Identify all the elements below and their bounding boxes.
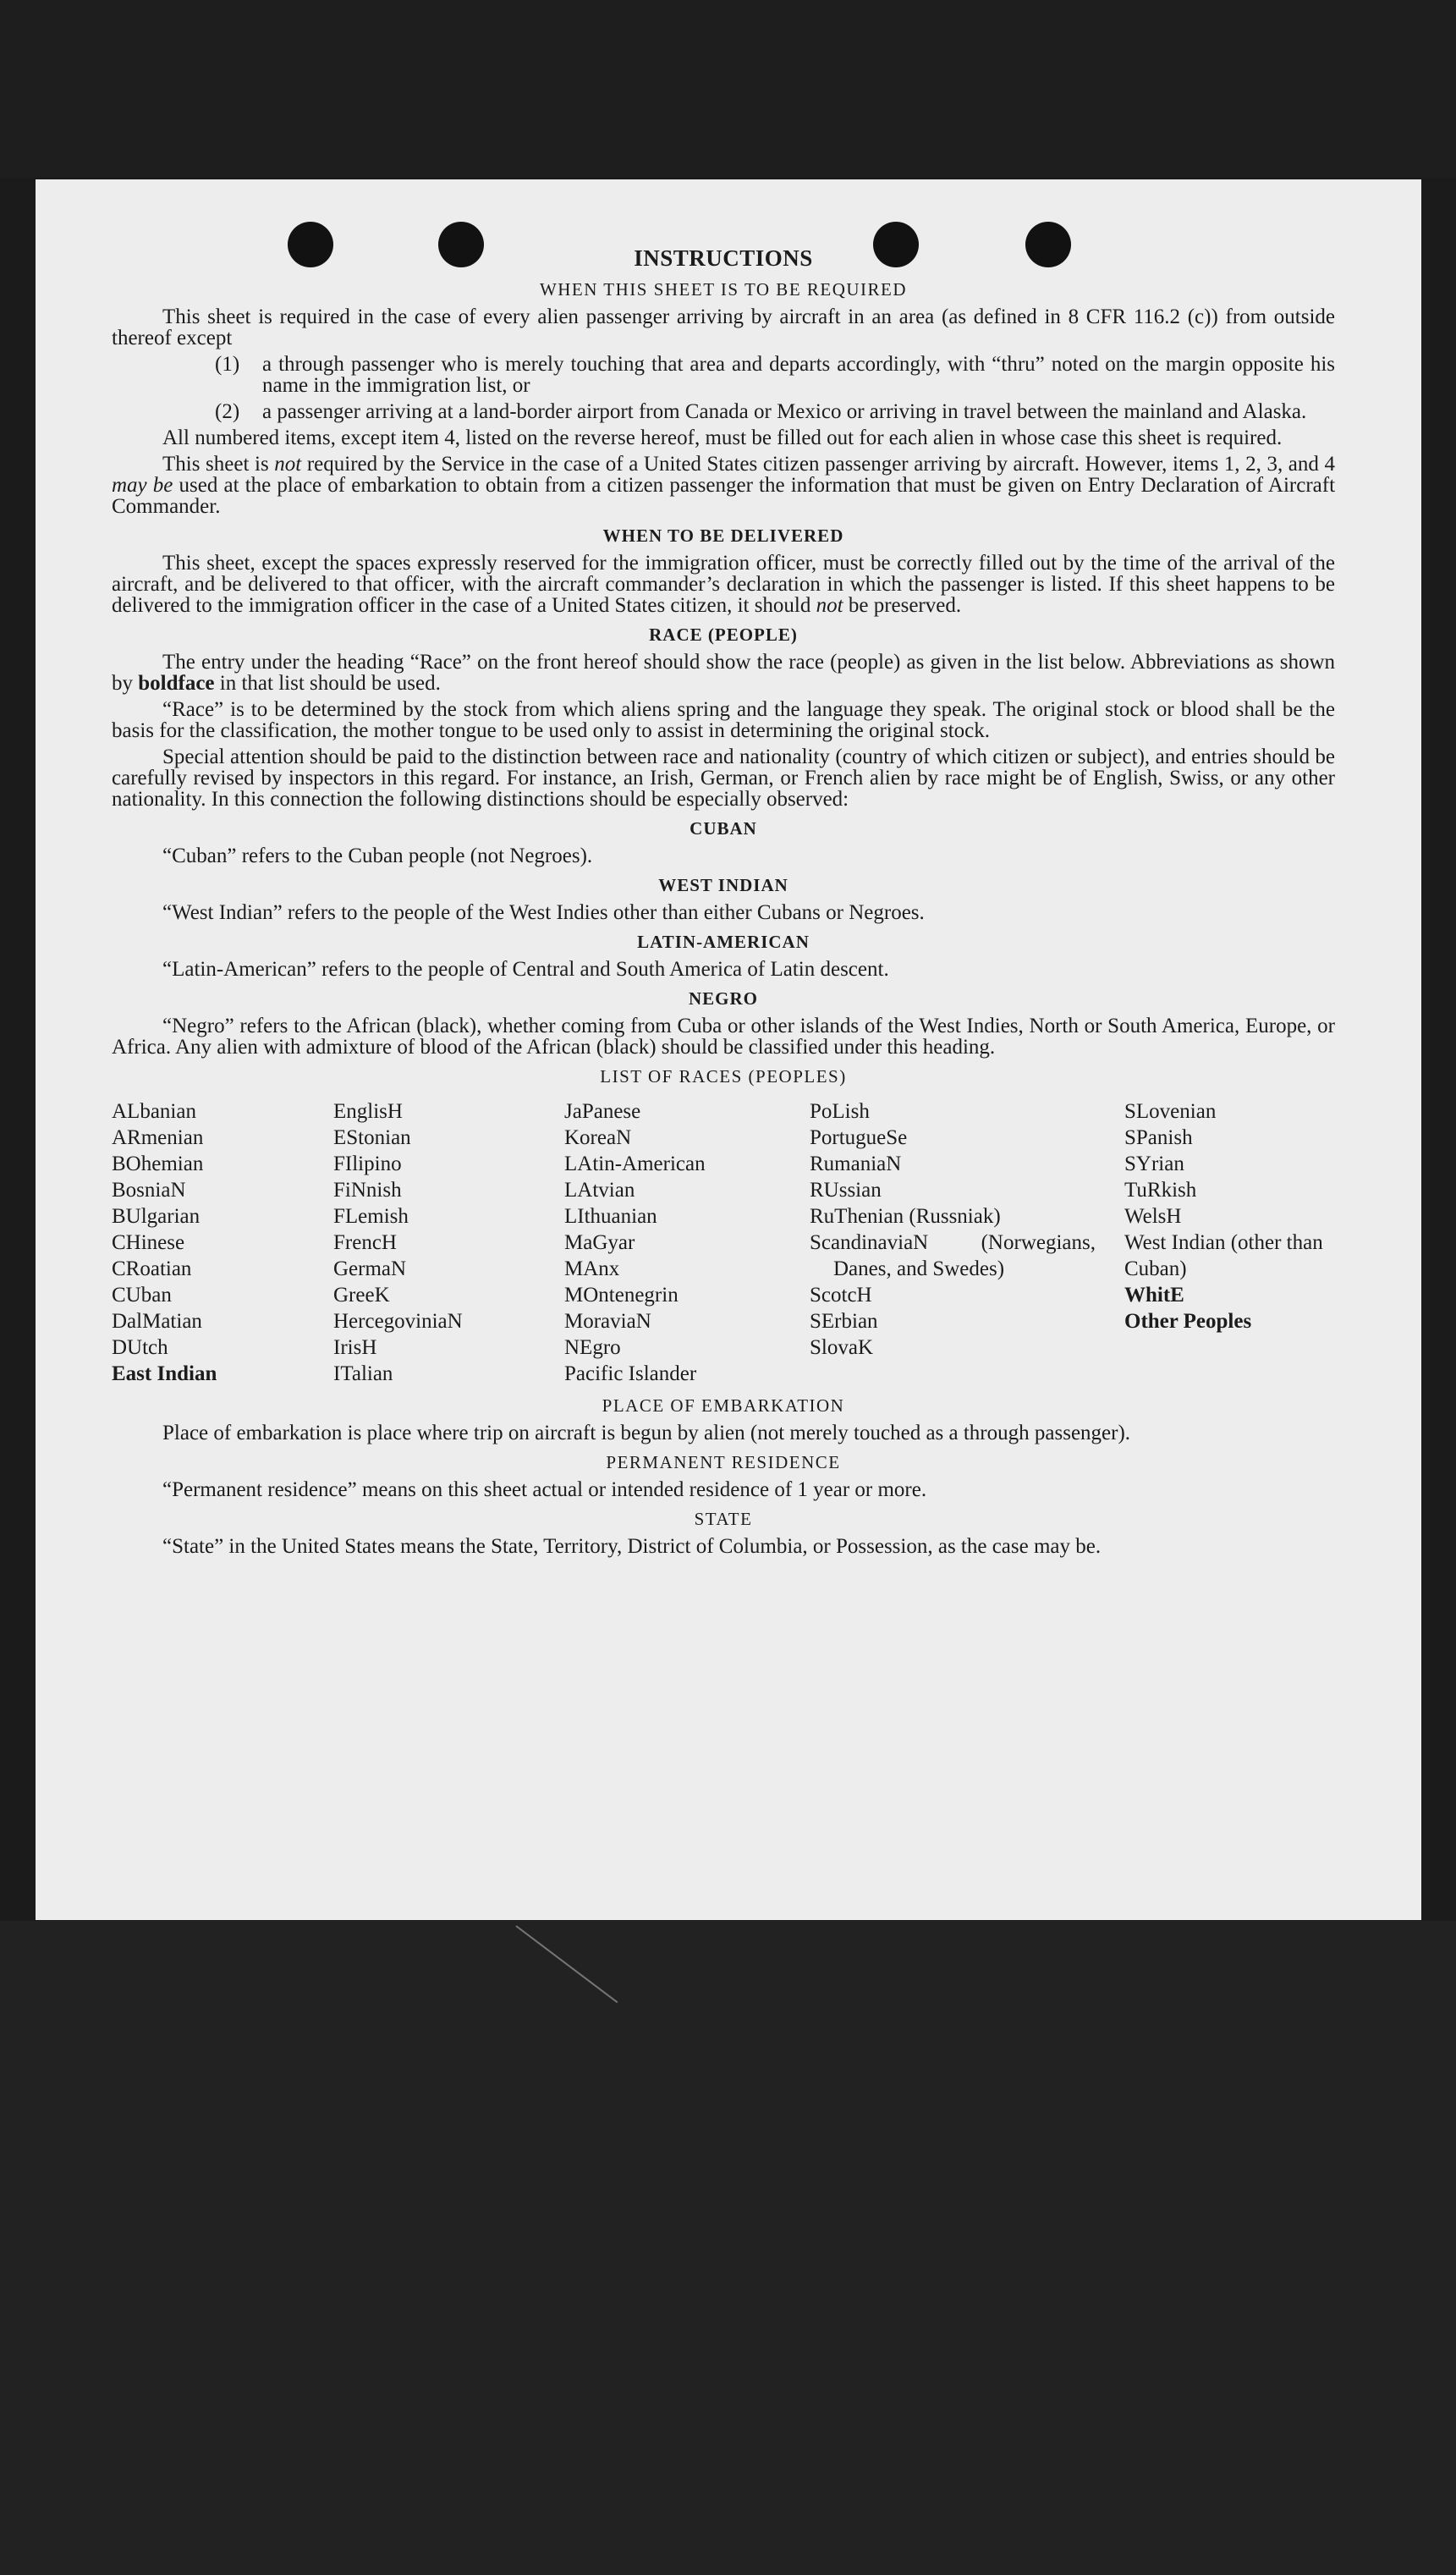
- race-column: [810, 1098, 1124, 1387]
- section-heading: WHEN THIS SHEET IS TO BE REQUIRED: [539, 279, 908, 300]
- race-item: MoraviaN: [564, 1310, 651, 1333]
- race-item: SErbian: [810, 1310, 878, 1333]
- section-heading: CUBAN: [690, 818, 757, 839]
- race-column: [333, 1098, 564, 1387]
- bold-text: boldface: [138, 672, 215, 695]
- race-item: MOntenegrin: [564, 1284, 679, 1307]
- race-item: JaPanese: [564, 1100, 641, 1123]
- race-item: EnglisH: [333, 1100, 403, 1123]
- text-run: be preserved.: [843, 594, 962, 617]
- race-item: TuRkish: [1124, 1179, 1197, 1202]
- film-bottom-margin: [0, 1921, 1456, 2575]
- paragraph: This sheet is required in the case of every alien passenger arriving by aircraft in an area (as defined in 8 CFR 116.2 (c)) from outside thereof except: [112, 305, 1335, 349]
- race-item: Other Peoples: [1124, 1310, 1252, 1333]
- paragraph: “West Indian” refers to the people of the West Indies other than either Cubans or Negroes.: [162, 901, 925, 924]
- section-heading: STATE: [694, 1509, 753, 1529]
- paragraph: Place of embarkation is place where trip on aircraft is begun by alien (not merely touched as a through passenger).: [162, 1422, 1131, 1444]
- race-item: SLovenian: [1124, 1100, 1217, 1123]
- race-item: Pacific Islander: [564, 1362, 697, 1385]
- race-item: PortugueSe: [810, 1126, 908, 1149]
- list-number: (1): [215, 353, 240, 376]
- race-item: FrencH: [333, 1231, 397, 1254]
- race-item: CHinese: [112, 1231, 185, 1254]
- section-heading: PERMANENT RESIDENCE: [606, 1452, 841, 1472]
- paragraph: “Cuban” refers to the Cuban people (not Negroes).: [162, 845, 593, 867]
- race-item: BosniaN: [112, 1179, 186, 1202]
- section-heading: PLACE OF EMBARKATION: [602, 1395, 845, 1416]
- emphasis: not: [816, 594, 843, 617]
- race-item: SlovaK: [810, 1336, 873, 1359]
- race-item: WelsH: [1124, 1205, 1182, 1228]
- film-top-margin: [0, 0, 1456, 178]
- race-item: West Indian (other than Cuban): [1124, 1231, 1323, 1280]
- race-item: ScandinaviaN (Norwegians, Danes, and Swedes): [810, 1231, 1096, 1280]
- race-item: ARmenian: [112, 1126, 204, 1149]
- race-item: CRoatian: [112, 1257, 192, 1280]
- race-item: GreeK: [333, 1284, 390, 1307]
- section-heading: NEGRO: [688, 988, 758, 1009]
- paragraph: “Latin-American” refers to the people of Central and South America of Latin descent.: [162, 958, 889, 981]
- race-item: ITalian: [333, 1362, 393, 1385]
- race-item: RUssian: [810, 1179, 882, 1202]
- list-text: a through passenger who is merely touching that area and departs accordingly, with “thru” noted on the margin opposite his name in the immigration list, or: [262, 353, 1335, 397]
- race-item: LIthuanian: [564, 1205, 657, 1228]
- race-item: LAtvian: [564, 1179, 635, 1202]
- section-heading: LIST OF RACES (PEOPLES): [600, 1066, 847, 1087]
- race-item: FIlipino: [333, 1153, 402, 1175]
- race-item: DalMatian: [112, 1310, 202, 1333]
- race-item: LAtin-American: [564, 1153, 706, 1175]
- section-heading: WHEN TO BE DELIVERED: [602, 525, 844, 546]
- race-item: GermaN: [333, 1257, 407, 1280]
- list-item: [112, 401, 1335, 422]
- race-item: WhitE: [1124, 1284, 1184, 1307]
- paragraph: [112, 553, 1335, 616]
- text-run: in that list should be used.: [214, 672, 441, 695]
- paragraph: [112, 454, 1335, 517]
- paragraph: All numbered items, except item 4, listed on the reverse hereof, must be filled out for each alien in whose case this sheet is required.: [162, 426, 1283, 449]
- race-column: [1124, 1098, 1335, 1387]
- section-heading: LATIN-AMERICAN: [637, 932, 810, 952]
- race-item: East Indian: [112, 1362, 217, 1385]
- race-item: DUtch: [112, 1336, 168, 1359]
- document-body: [112, 245, 1335, 1562]
- page-title: INSTRUCTIONS: [634, 245, 813, 271]
- race-item: SPanish: [1124, 1126, 1193, 1149]
- race-item: FLemish: [333, 1205, 409, 1228]
- emphasis: may be: [112, 474, 173, 497]
- race-item: IrisH: [333, 1336, 377, 1359]
- paragraph: “Race” is to be determined by the stock from which aliens spring and the language they speak. The original stock or blood shall be the basis for the classification, the mother tongue to be used only to assist in determining the original stock.: [112, 698, 1335, 742]
- race-item: SYrian: [1124, 1153, 1184, 1175]
- text-run: This sheet is: [162, 453, 275, 476]
- race-column: [564, 1098, 810, 1387]
- list-item: [112, 354, 1335, 396]
- race-item: RuThenian (Russniak): [810, 1205, 1001, 1228]
- text-run: required by the Service in the case of a United States citizen passenger arriving by aircraft. However, items 1, 2, 3, and 4: [301, 453, 1335, 476]
- document-page: [36, 179, 1421, 1920]
- emphasis: not: [274, 453, 302, 476]
- race-item: NEgro: [564, 1336, 621, 1359]
- paragraph: “State” in the United States means the State, Territory, District of Columbia, or Possession, as the case may be.: [162, 1535, 1102, 1558]
- section-heading: WEST INDIAN: [658, 875, 788, 895]
- race-column: [112, 1098, 333, 1387]
- section-heading: RACE (PEOPLE): [649, 624, 798, 645]
- race-item: EStonian: [333, 1126, 411, 1149]
- race-item: ALbanian: [112, 1100, 196, 1123]
- race-item: KoreaN: [564, 1126, 632, 1149]
- text-run: The entry under the heading “Race” on the front hereof should show the race (people) as given in the list below. Abbreviations as shown by: [112, 651, 1335, 695]
- race-item: BOhemian: [112, 1153, 204, 1175]
- list-number: (2): [215, 400, 240, 423]
- paragraph: [112, 652, 1335, 694]
- race-item: FiNnish: [333, 1179, 402, 1202]
- race-item: ScotcH: [810, 1284, 872, 1307]
- paragraph: “Negro” refers to the African (black), whether coming from Cuba or other islands of the West Indies, North or South America, Europe, or Africa. Any alien with admixture of blood of the African (black) should be classified under this heading.: [112, 1015, 1335, 1059]
- race-item: PoLish: [810, 1100, 870, 1123]
- race-item: BUlgarian: [112, 1205, 201, 1228]
- race-item: CUban: [112, 1284, 172, 1307]
- race-item: MAnx: [564, 1257, 620, 1280]
- race-item: MaGyar: [564, 1231, 635, 1254]
- paragraph: “Permanent residence” means on this sheet actual or intended residence of 1 year or more.: [162, 1478, 927, 1501]
- list-text: a passenger arriving at a land-border airport from Canada or Mexico or arriving in travel between the mainland and Alaska.: [262, 400, 1307, 423]
- text-run: used at the place of embarkation to obtain from a citizen passenger the information that must be given on Entry Declaration of Aircraft Commander.: [112, 474, 1336, 518]
- paragraph: Special attention should be paid to the distinction between race and nationality (country of which citizen or subject), and entries should be carefully revised by inspectors in this regard. For instance, an Irish, German, or French alien by race might be of English, Swiss, or any other nationality. In this connection the following distinctions should be especially observed:: [112, 746, 1335, 811]
- race-item: RumaniaN: [810, 1153, 902, 1175]
- race-item: HercegoviniaN: [333, 1310, 463, 1333]
- race-list: [112, 1098, 1335, 1387]
- text-run: This sheet, except the spaces expressly reserved for the immigration officer, must be correctly filled out by the time of the arrival of the aircraft, and be delivered to that officer, with the aircraft commander’s declaration in which the passenger is listed. If this sheet happens to be delivered to the immigration officer in the case of a United States citizen, it should: [112, 552, 1335, 617]
